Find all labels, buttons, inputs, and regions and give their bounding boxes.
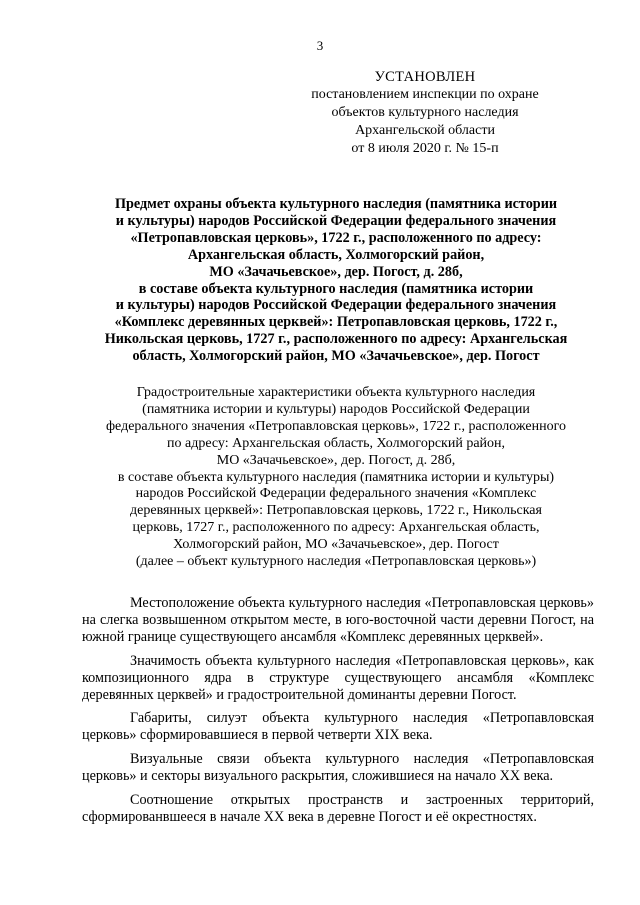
- subtitle-line: деревянных церквей»: Петропавловская церковь, 1722 г., Никольская: [130, 503, 542, 519]
- subtitle-line: Холмогорский район, МО «Зачачьевское», дер. Погост: [173, 537, 499, 553]
- document-subtitle: [80, 385, 592, 571]
- subtitle-line: в составе объекта культурного наследия (памятника истории и культуры): [117, 469, 555, 485]
- page-number: 3: [316, 38, 324, 53]
- approval-line: объектов культурного наследия: [331, 105, 519, 120]
- body-paragraph: Соотношение открытых пространств и застроенных территорий, сформированвшееся в начале XX века в деревне Погост и её окрестностях.: [82, 792, 594, 825]
- title-line: в составе объекта культурного наследия (памятника истории: [138, 280, 534, 297]
- title-line: Предмет охраны объекта культурного наследия (памятника истории: [114, 196, 558, 212]
- subtitle-line: МО «Зачачьевское», дер. Погост, д. 28б,: [216, 452, 456, 468]
- title-line: и культуры) народов Российской Федерации федерального значения: [115, 297, 557, 314]
- approval-heading: УСТАНОВЛЕН: [374, 69, 476, 85]
- subtitle-line: церковь, 1727 г., расположенного по адресу: Архангельская область,: [132, 520, 540, 536]
- document-title: [80, 196, 592, 365]
- approval-block: [300, 68, 550, 158]
- title-line: область, Холмогорский район, МО «Зачачьевское», дер. Погост: [132, 348, 540, 365]
- body-paragraph: Визуальные связи объекта культурного наследия «Петропавловская церковь» и секторы визуального раскрытия, сложившиеся на начало XX века.: [82, 751, 594, 785]
- title-line: Никольская церковь, 1727 г., расположенного по адресу: Архангельская: [104, 331, 568, 348]
- subtitle-line: Градостроительные характеристики объекта культурного наследия: [136, 385, 536, 400]
- approval-line: Архангельской области: [355, 123, 495, 138]
- document-body: [82, 595, 594, 833]
- subtitle-line: (памятника истории и культуры) народов Российской Федерации: [142, 401, 530, 417]
- subtitle-line: по адресу: Архангельская область, Холмогорский район,: [166, 435, 506, 451]
- approval-line: постановлением инспекции по охране: [311, 87, 539, 102]
- subtitle-line: народов Российской Федерации федерального значения «Комплекс: [135, 486, 537, 502]
- body-paragraph: Местоположение объекта культурного наследия «Петропавловская церковь» на слегка возвышенном открытом месте, в юго-восточной части деревни Погост, на южной границе существующего ансамбля «Комплекс деревянных церквей».: [82, 595, 594, 645]
- title-line: Архангельская область, Холмогорский район,: [187, 246, 485, 263]
- body-paragraph: Значимость объекта культурного наследия «Петропавловская церковь», как композиционного ядра в структуре существующего ансамбля «Комплекс деревянных церквей» и градостроительной доминанты деревни Погост.: [82, 652, 594, 703]
- subtitle-line: (далее – объект культурного наследия «Петропавловская церковь»): [135, 554, 537, 570]
- title-line: «Комплекс деревянных церквей»: Петропавловская церковь, 1722 г.,: [114, 314, 558, 331]
- title-line: МО «Зачачьевское», дер. Погост, д. 28б,: [209, 263, 463, 280]
- body-paragraph: Габариты, силуэт объекта культурного наследия «Петропавловская церковь» сформировавшиеся в первой четверти XIX века.: [82, 710, 594, 744]
- subtitle-line: федерального значения «Петропавловская церковь», 1722 г., расположенного: [105, 418, 566, 434]
- title-line: «Петропавловская церковь», 1722 г., расположенного по адресу:: [130, 229, 542, 246]
- approval-line: от 8 июля 2020 г. № 15-п: [351, 141, 499, 156]
- title-line: и культуры) народов Российской Федерации федерального значения: [115, 212, 557, 229]
